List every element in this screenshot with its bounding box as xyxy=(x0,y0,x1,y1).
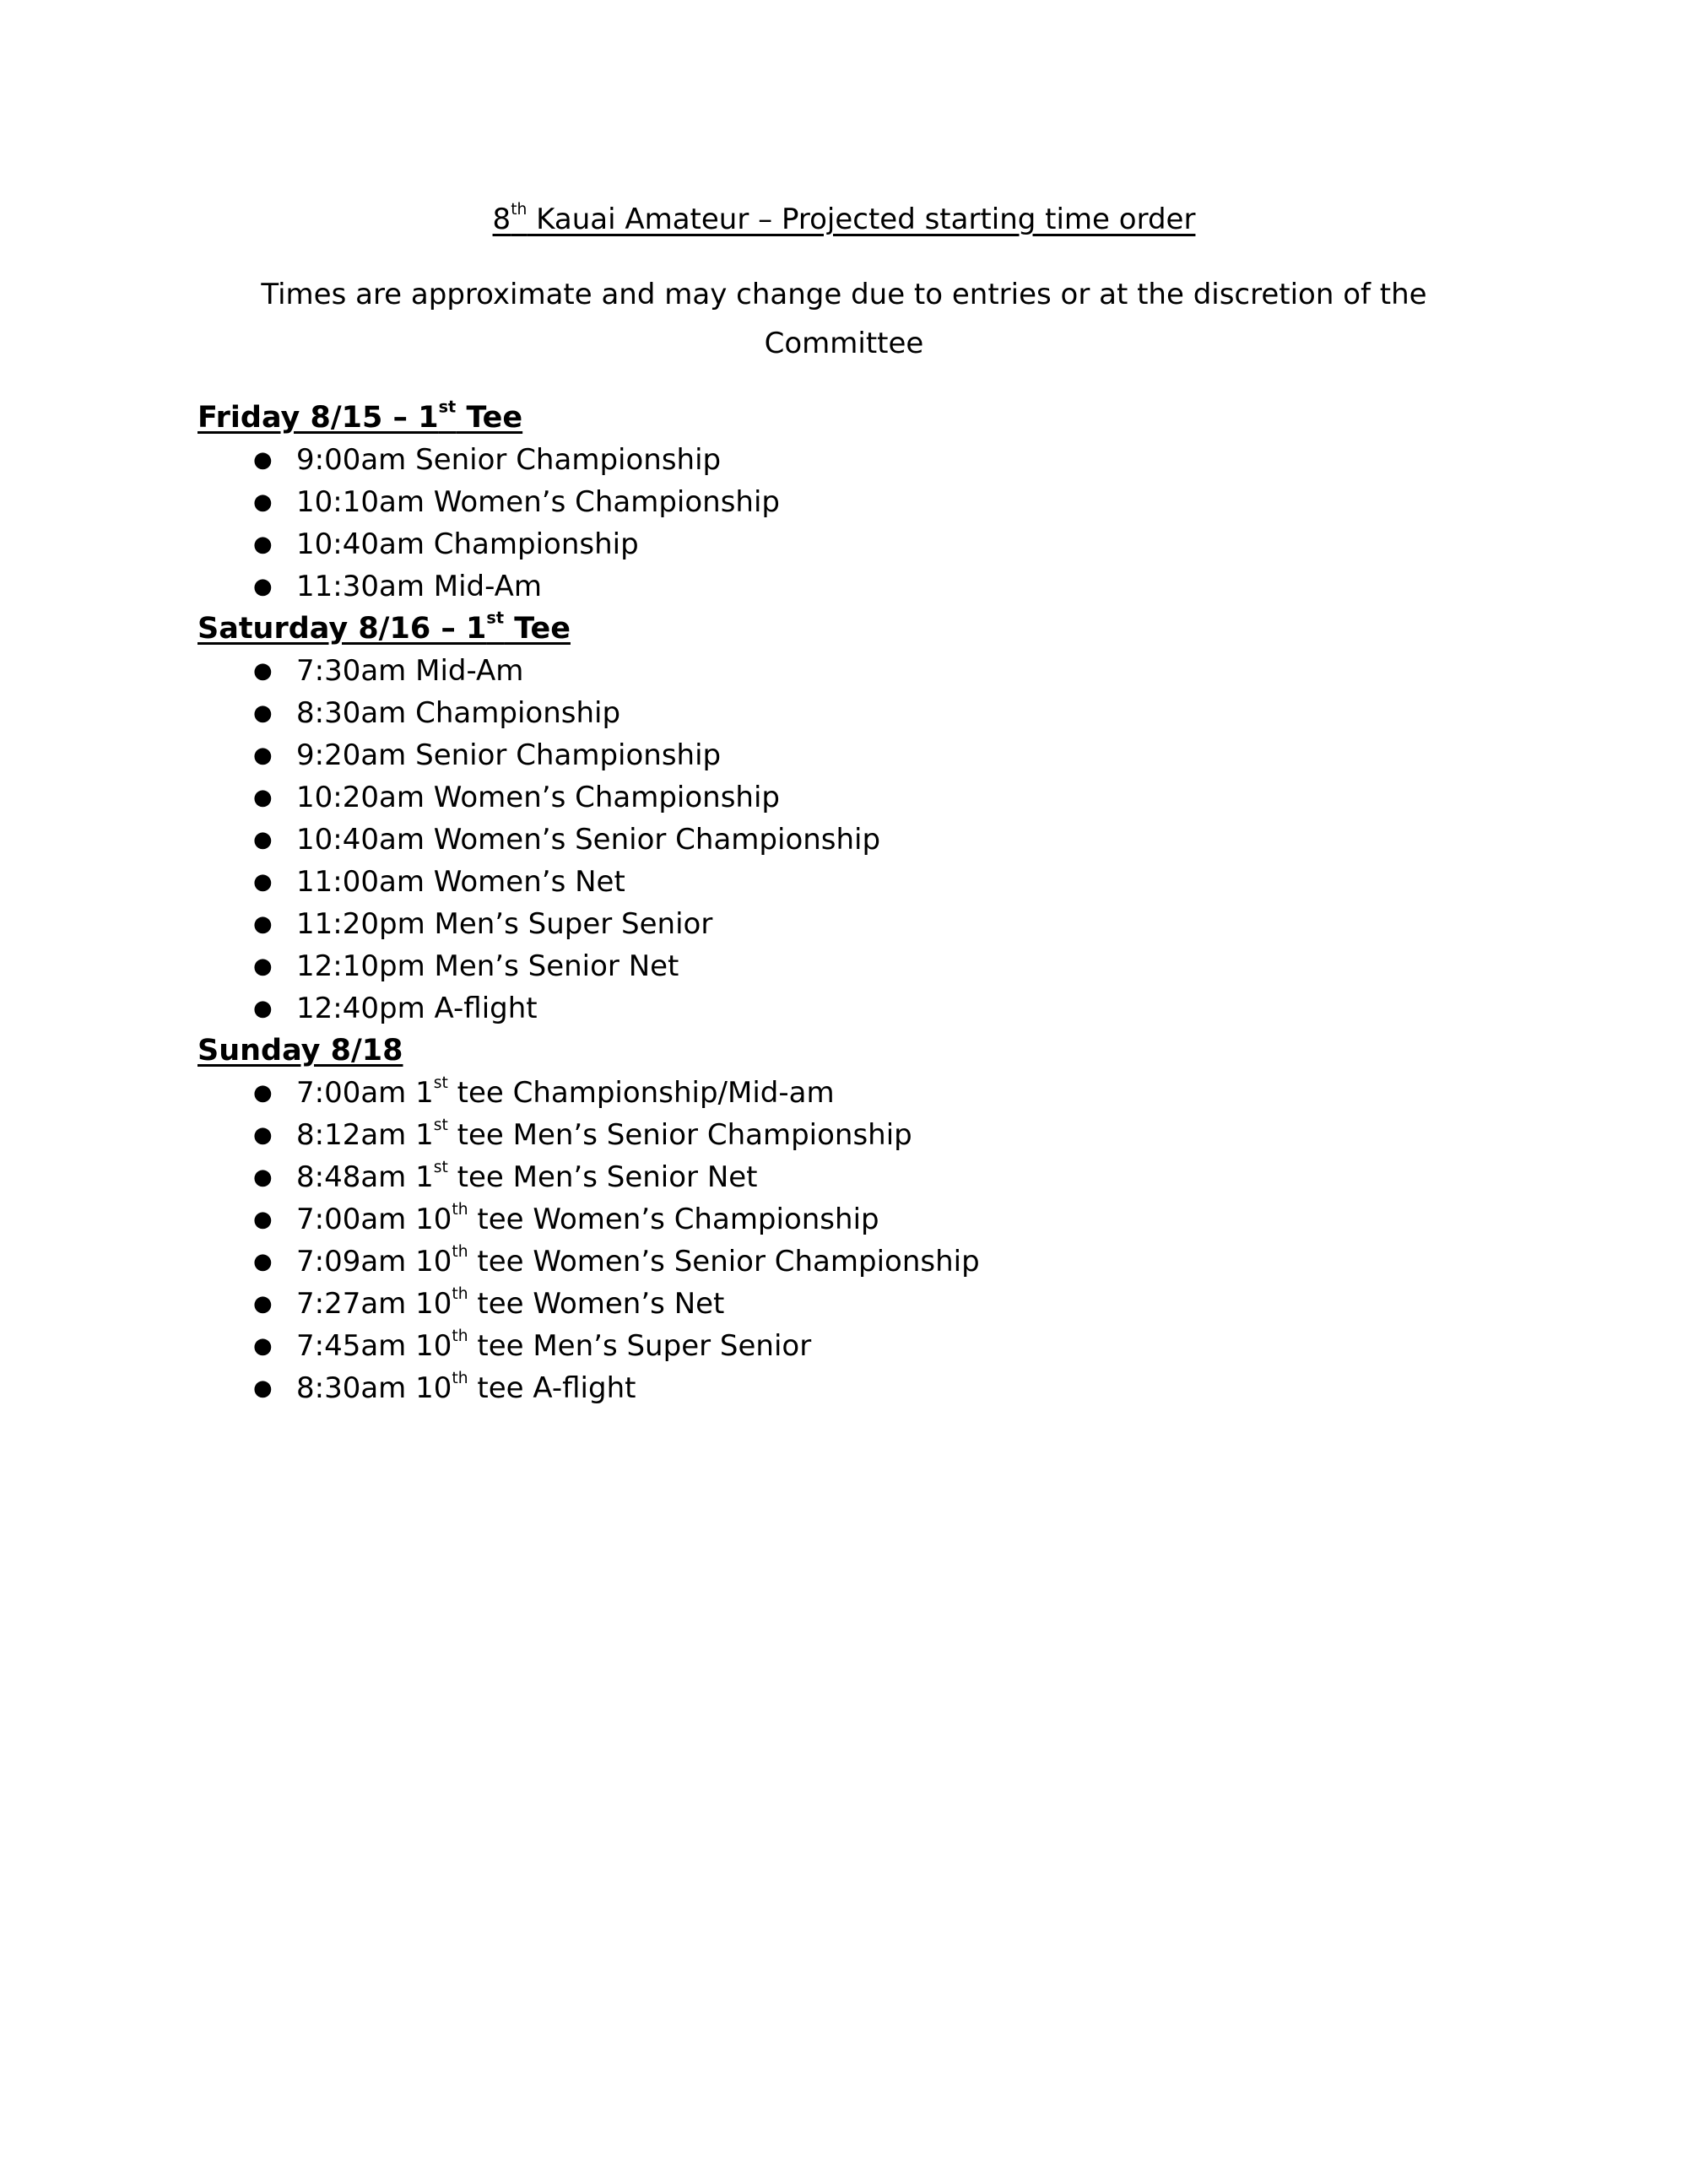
item-suffix: tee Championship/Mid-am xyxy=(447,1076,835,1110)
item-text: 7:00am 1 xyxy=(296,1076,434,1110)
day-heading xyxy=(197,608,1463,650)
title-ordinal: th xyxy=(511,201,528,219)
item-suffix: tee Women’s Net xyxy=(468,1287,725,1321)
heading-text: Saturday 8/16 – 1 xyxy=(197,612,487,646)
item-text: 8:48am 1 xyxy=(296,1160,434,1194)
bullet-icon: ● xyxy=(253,574,273,599)
list-item xyxy=(197,1325,1463,1367)
list-item xyxy=(197,1367,1463,1409)
list-item xyxy=(197,1114,1463,1156)
item-text: 7:27am 10 xyxy=(296,1287,452,1321)
list-item xyxy=(197,945,1463,987)
list-item xyxy=(197,861,1463,903)
day-section-sunday xyxy=(197,1030,1463,1409)
bullet-icon: ● xyxy=(253,1376,273,1401)
list-item xyxy=(197,987,1463,1030)
list-item xyxy=(197,734,1463,776)
bullet-icon: ● xyxy=(253,532,273,557)
item-text: 8:30am Championship xyxy=(296,696,621,730)
bullet-icon: ● xyxy=(253,785,273,810)
day-heading xyxy=(197,1030,1463,1072)
document-subtitle: Times are approximate and may change due to entries or at the discretion of the Committee xyxy=(261,278,1427,360)
list-item xyxy=(197,776,1463,819)
list-item xyxy=(197,439,1463,481)
bullet-icon: ● xyxy=(253,1080,273,1106)
title-rest: Kauai Amateur – Projected starting time order xyxy=(527,203,1196,236)
bullet-icon: ● xyxy=(253,489,273,515)
item-ordinal: th xyxy=(452,1370,468,1388)
bullet-icon: ● xyxy=(253,996,273,1021)
day-section-saturday xyxy=(197,608,1463,1030)
item-text: 7:09am 10 xyxy=(296,1245,452,1279)
bullet-icon: ● xyxy=(253,869,273,895)
list-item xyxy=(197,819,1463,861)
bullet-icon: ● xyxy=(253,1249,273,1274)
list-item xyxy=(197,692,1463,734)
heading-ordinal: st xyxy=(438,397,457,417)
heading-suffix: Tee xyxy=(504,612,571,646)
bullet-icon: ● xyxy=(253,700,273,726)
bullet-icon: ● xyxy=(253,1122,273,1148)
item-text: 7:00am 10 xyxy=(296,1203,452,1236)
list-item xyxy=(197,1283,1463,1325)
heading-suffix: Tee xyxy=(456,401,523,435)
list-item xyxy=(197,523,1463,565)
tee-time-list xyxy=(197,1072,1463,1409)
item-text: 10:20am Women’s Championship xyxy=(296,781,781,814)
tee-time-list xyxy=(197,650,1463,1030)
item-suffix: tee Women’s Championship xyxy=(468,1203,879,1236)
tee-time-list xyxy=(197,439,1463,608)
list-item xyxy=(197,1156,1463,1198)
item-text: 7:45am 10 xyxy=(296,1329,452,1363)
document-title-text xyxy=(493,203,1196,236)
list-item xyxy=(197,1198,1463,1241)
item-text: 8:12am 1 xyxy=(296,1118,434,1152)
day-heading xyxy=(197,397,1463,439)
list-item xyxy=(197,903,1463,945)
item-suffix: tee Women’s Senior Championship xyxy=(468,1245,980,1279)
item-text: 9:20am Senior Championship xyxy=(296,738,722,772)
bullet-icon: ● xyxy=(253,743,273,768)
item-text: 12:10pm Men’s Senior Net xyxy=(296,949,679,983)
list-item xyxy=(197,1241,1463,1283)
item-ordinal: st xyxy=(433,1116,448,1135)
item-ordinal: th xyxy=(452,1201,468,1219)
item-text: 8:30am 10 xyxy=(296,1371,452,1405)
document-title xyxy=(0,194,1688,245)
schedule xyxy=(197,397,1463,1409)
bullet-icon: ● xyxy=(253,827,273,852)
list-item xyxy=(197,1072,1463,1114)
item-text: 10:40am Women’s Senior Championship xyxy=(296,823,881,857)
item-text: 10:10am Women’s Championship xyxy=(296,485,781,519)
item-text: 12:40pm A-flight xyxy=(296,992,538,1025)
item-suffix: tee Men’s Super Senior xyxy=(468,1329,812,1363)
heading-text: Sunday 8/18 xyxy=(197,1034,403,1068)
item-ordinal: th xyxy=(452,1243,468,1262)
item-ordinal: th xyxy=(452,1327,468,1346)
bullet-icon: ● xyxy=(253,954,273,979)
item-ordinal: st xyxy=(433,1159,448,1177)
heading-text: Friday 8/15 – 1 xyxy=(197,401,439,435)
item-text: 11:00am Women’s Net xyxy=(296,865,625,899)
item-text: 10:40am Championship xyxy=(296,527,639,561)
item-text: 11:20pm Men’s Super Senior xyxy=(296,907,713,941)
bullet-icon: ● xyxy=(253,1207,273,1232)
item-ordinal: th xyxy=(452,1285,468,1304)
list-item xyxy=(197,565,1463,608)
bullet-icon: ● xyxy=(253,1333,273,1359)
bullet-icon: ● xyxy=(253,911,273,937)
item-ordinal: st xyxy=(433,1074,448,1093)
item-suffix: tee Men’s Senior Net xyxy=(447,1160,758,1194)
item-suffix: tee Men’s Senior Championship xyxy=(447,1118,912,1152)
heading-ordinal: st xyxy=(486,608,505,628)
item-text: 11:30am Mid-Am xyxy=(296,570,543,603)
bullet-icon: ● xyxy=(253,447,273,473)
bullet-icon: ● xyxy=(253,1291,273,1316)
list-item xyxy=(197,650,1463,692)
item-suffix: tee A-flight xyxy=(468,1371,636,1405)
bullet-icon: ● xyxy=(253,658,273,684)
item-text: 9:00am Senior Championship xyxy=(296,443,722,477)
bullet-icon: ● xyxy=(253,1165,273,1190)
title-number: 8 xyxy=(492,203,511,236)
day-section-friday xyxy=(197,397,1463,608)
item-text: 7:30am Mid-Am xyxy=(296,654,524,688)
list-item xyxy=(197,481,1463,523)
